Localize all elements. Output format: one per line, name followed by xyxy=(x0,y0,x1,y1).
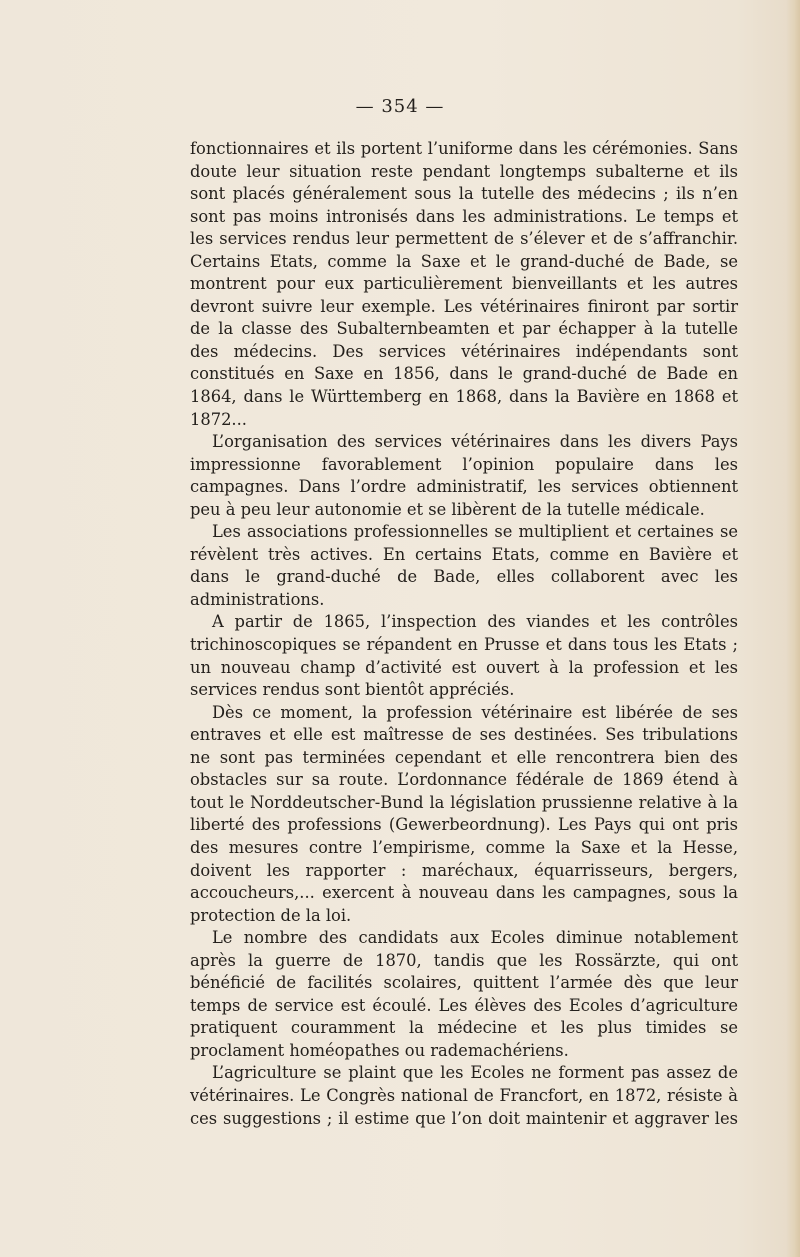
paragraph-5: Dès ce moment, la profession vétérinaire est libérée de ses entraves et elle est maîtresse de ses destinées. Ses tribulations ne sont pas terminées cependant et elle rencontrera bien des obstacles sur sa route. L’ordonnance fédérale de 1869 étend à tout le Norddeutscher-Bund la législation prussienne relative à la liberté des professions (Gewerbeordnung). Les Pays qui ont pris des mesures contre l’empirisme, comme la Saxe et la Hesse, doivent les rapporter : maréchaux, équarrisseurs, bergers, accoucheurs,... exercent à nouveau dans les campagnes, sous la protection de la loi. xyxy=(190,702,738,925)
body-text xyxy=(190,138,738,1130)
page-edge-shadow xyxy=(786,0,800,1257)
paragraph-4: A partir de 1865, l’inspection des viandes et les contrôles trichinoscopiques se répandent en Prusse et dans tous les Etats ; un nouveau champ d’activité est ouvert à la profession et les services rendus sont bientôt appréciés. xyxy=(190,612,738,700)
paragraph-2: L’organisation des services vétérinaires dans les divers Pays impressionne favorablement l’opinion populaire dans les campagnes. Dans l’ordre administratif, les services obtiennent peu à peu leur autonomie et se libèrent de la tutelle médicale. xyxy=(190,432,738,519)
page-number: — 354 — xyxy=(355,96,445,117)
paragraph-1: fonctionnaires et ils portent l’uniforme dans les cérémonies. Sans doute leur situation reste pendant longtemps subalterne et ils sont placés généralement sous la tutelle des médecins ; ils n’en sont pas moins intronisés dans les administrations. Le temps et les services rendus leur permettent de s’élever et de s’affranchir. Certains Etats, comme la Saxe et le grand-duché de Bade, se montrent pour eux particulièrement bienveillants et les autres devront suivre leur exemple. Les vétérinaires finiront par sortir de la classe des Subalternbeamten et par échapper à la tutelle des médecins. Des services vétérinaires indépendants sont constitués en Saxe en 1856, dans le grand-duché de Bade en 1864, dans le Württemberg en 1868, dans la Bavière en 1868 et 1872... xyxy=(190,139,738,429)
paragraph-7: L’agriculture se plaint que les Ecoles ne forment pas assez de vétérinaires. Le Congrès national de Francfort, en 1872, résiste à ces suggestions ; il estime que l’on doit maintenir et aggraver les xyxy=(190,1063,738,1128)
paragraph-3: Les associations professionnelles se multiplient et certaines se révèlent très actives. En certains Etats, comme en Bavière et dans le grand-duché de Bade, elles collaborent avec les administrations. xyxy=(190,522,738,609)
paragraph-6: Le nombre des candidats aux Ecoles diminue notablement après la guerre de 1870, tandis que les Rossärzte, qui ont bénéficié de facilités scolaires, quittent l’armée dès que leur temps de service est écoulé. Les élèves des Ecoles d’agriculture pratiquent couramment la médecine et les plus timides se proclament homéopathes ou rademachériens. xyxy=(190,928,738,1060)
